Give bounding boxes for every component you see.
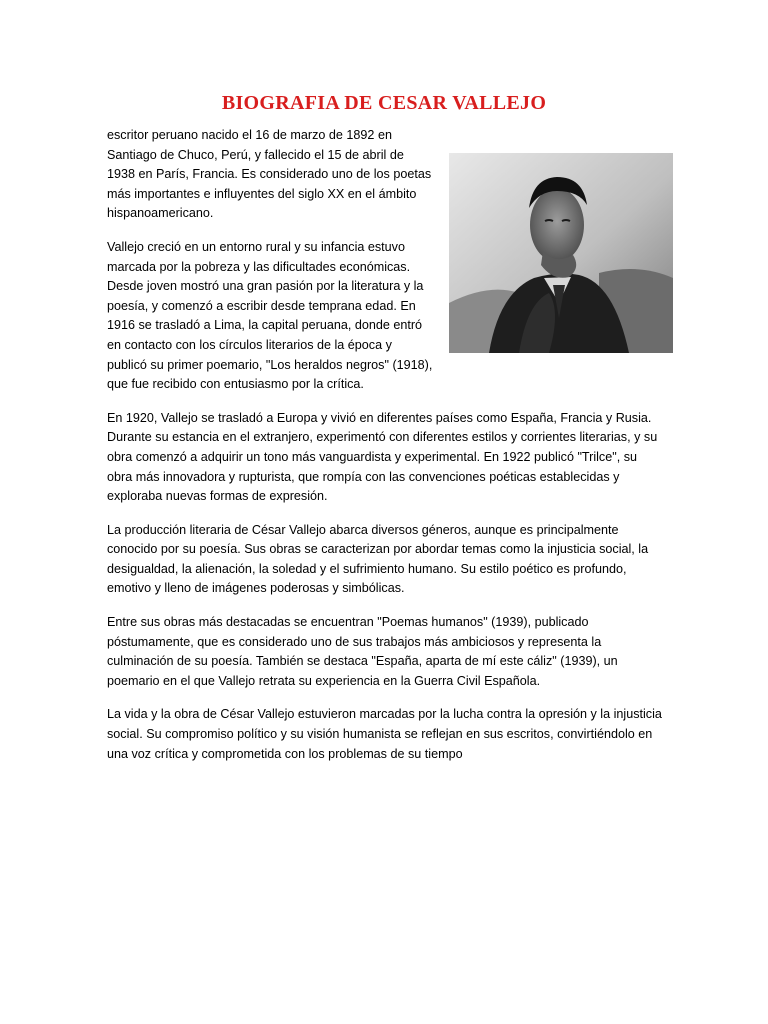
portrait-illustration	[449, 153, 673, 353]
document-body	[107, 126, 665, 778]
paragraph-europe: En 1920, Vallejo se trasladó a Europa y vivió en diferentes países como España, Francia y Rusia. Durante su estancia en el extranjero, experimentó con diferentes estilos y corrientes literarias, y su obra comenzó a adquirir un tono más vanguardista y experimental. En 1922 publicó "Trilce", su obra más innovadora y rupturista, que rompía con las convenciones poéticas establecidas y exploraba nuevas formas de expresión.	[107, 410, 658, 504]
document-title: BIOGRAFIA DE CESAR VALLEJO	[221, 92, 547, 114]
paragraph-literary-production: La producción literaria de César Vallejo abarca diversos géneros, aunque es principalmente conocido por su poesía. Sus obras se caracterizan por abordar temas como la injusticia social, la desigualdad, la alienación, la soledad y el sufrimiento humano. Su estilo poético es profundo, emotivo y lleno de imágenes poderosas y simbólicas.	[107, 522, 649, 596]
paragraph-legacy: La vida y la obra de César Vallejo estuvieron marcadas por la lucha contra la opresión y la injusticia social. Su compromiso político y su visión humanista se reflejan en sus escritos, convirtiéndolo en una voz crítica y comprometida con los problemas de su tiempo	[107, 707, 662, 761]
paragraph-notable-works: Entre sus obras más destacadas se encuentran "Poemas humanos" (1939), publicado póstumamente, que es considerado uno de sus trabajos más ambiciosos y representa la culminación de su poesía. También se destaca "España, aparta de mí este cáliz" (1939), un poemario en el que Vallejo retrata su experiencia en la Guerra Civil Española.	[107, 615, 618, 688]
paragraph-early-life: Vallejo creció en un entorno rural y su infancia estuvo marcada por la pobreza y las dificultades económicas. Desde joven mostró una gran pasión por la literatura y la poesía, y comenzó a escribir desde temprana edad. En 1916 se trasladó a Lima, la capital peruana, donde entró en contacto con los círculos literarios de la época y publicó su primer poemario, "Los heraldos negros" (1918), que fue recibido con entusiasmo por la crítica.	[107, 239, 433, 392]
portrait-photo-icon	[449, 153, 673, 353]
paragraph-intro: escritor peruano nacido el 16 de marzo de 1892 en Santiago de Chuco, Perú, y fallecido el 15 de abril de 1938 en París, Francia. Es considerado uno de los poetas más importantes e influyentes del siglo XX en el ámbito hispanoamericano.	[107, 128, 432, 221]
